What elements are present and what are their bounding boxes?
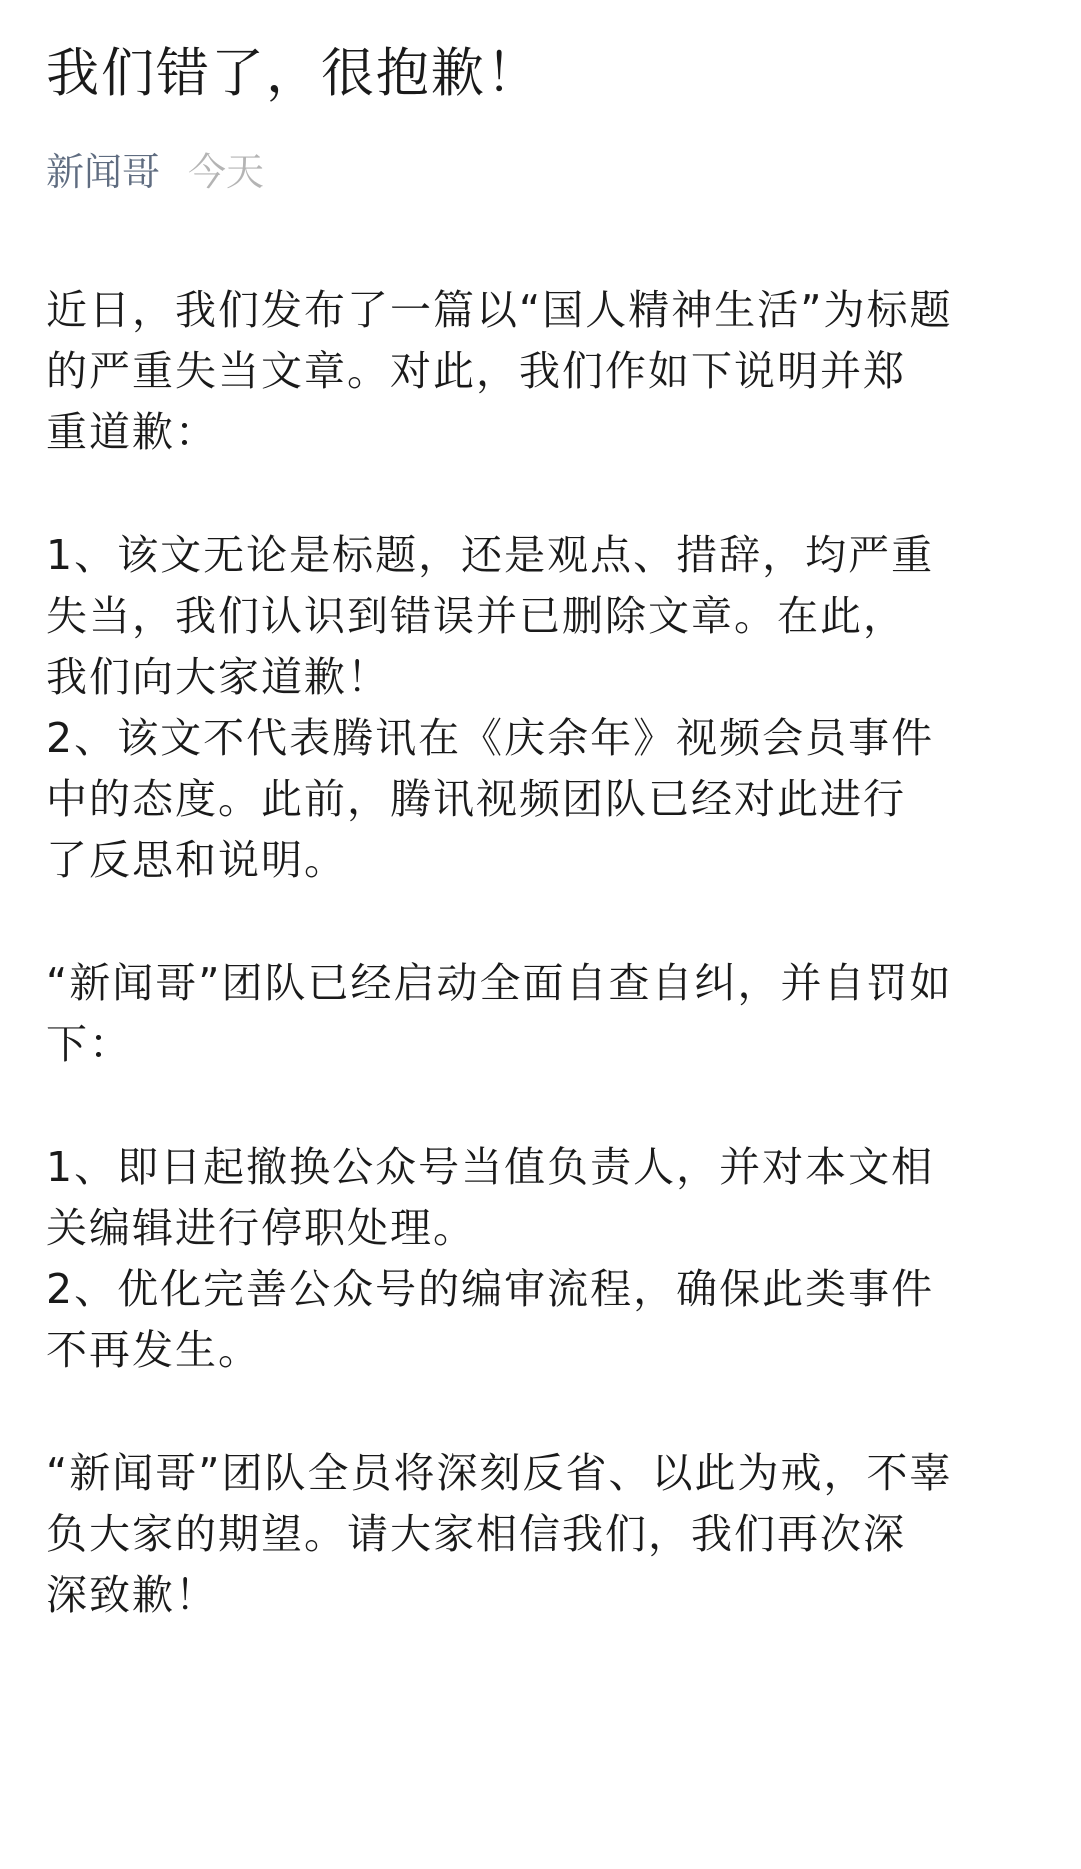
- paragraph-spacer: [46, 1381, 1046, 1443]
- text-line: 2、优化完善公众号的编审流程，确保此类事件: [46, 1265, 935, 1313]
- article-body: [46, 280, 1046, 1626]
- article: [46, 0, 1046, 1626]
- text-line: 负大家的期望。请大家相信我们，我们再次深: [46, 1510, 906, 1558]
- text-line: 中的态度。此前，腾讯视频团队已经对此进行: [46, 775, 906, 823]
- text-line: 下：: [46, 1020, 132, 1068]
- text-line: “新闻哥”团队已经启动全面自查自纠，并自罚如: [46, 959, 953, 1007]
- text-line: 近日，我们发布了一篇以“国人精神生活”为标题: [46, 286, 953, 334]
- text-line: 失当，我们认识到错误并已删除文章。在此，: [46, 592, 906, 640]
- text-line: 1、即日起撤换公众号当值负责人，并对本文相: [46, 1143, 935, 1191]
- paragraph: [46, 280, 1046, 463]
- text-line: 关编辑进行停职处理。: [46, 1204, 476, 1252]
- text-line: “新闻哥”团队全员将深刻反省、以此为戒，不辜: [46, 1449, 953, 1497]
- paragraph-spacer: [46, 891, 1046, 953]
- text-line: 1、该文无论是标题，还是观点、措辞，均严重: [46, 531, 935, 579]
- article-meta: [46, 152, 1046, 192]
- text-line: 不再发生。: [46, 1326, 261, 1374]
- text-line: 了反思和说明。: [46, 836, 347, 884]
- paragraph-spacer: [46, 463, 1046, 525]
- text-line: 2、该文不代表腾讯在《庆余年》视频会员事件: [46, 714, 935, 762]
- text-line: 我们向大家道歉！: [46, 653, 390, 701]
- publish-date: 今天: [188, 150, 265, 194]
- paragraph: [46, 1137, 1046, 1381]
- article-title: 我们错了，很抱歉！: [46, 43, 541, 104]
- paragraph-spacer: [46, 1075, 1046, 1137]
- paragraph: [46, 953, 1046, 1075]
- text-line: 深致歉！: [46, 1571, 218, 1619]
- paragraph: [46, 1443, 1046, 1626]
- paragraph: [46, 525, 1046, 891]
- text-line: 重道歉：: [46, 408, 218, 456]
- text-line: 的严重失当文章。对此，我们作如下说明并郑: [46, 347, 906, 395]
- author-link[interactable]: 新闻哥: [46, 150, 161, 194]
